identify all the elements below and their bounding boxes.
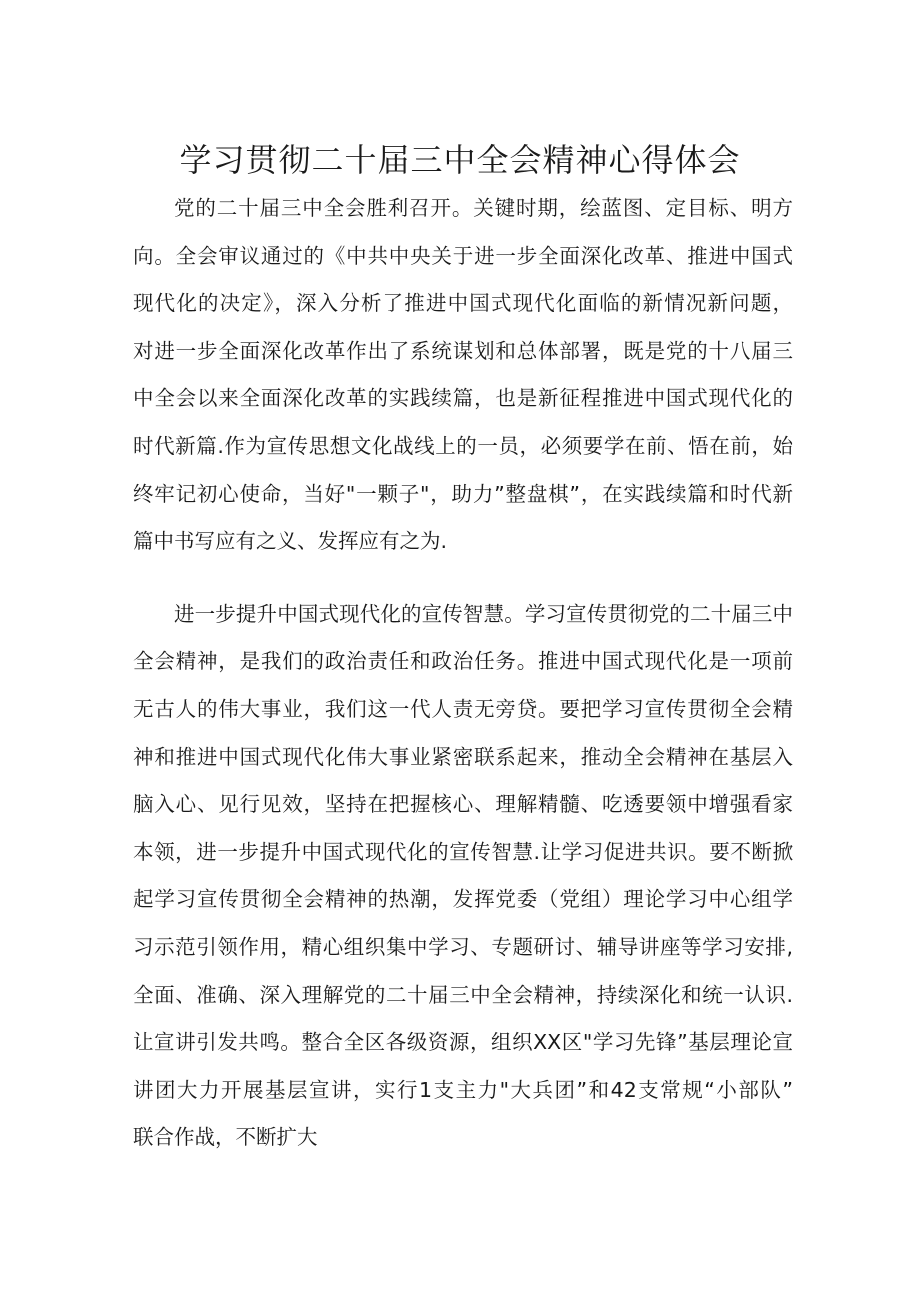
paragraph-line: 向。全会审议通过的《中共中央关于进一步全面深化改革、推进中国式 — [133, 243, 793, 268]
paragraph-line: 脑入心、见行见效，坚持在把握核心、理解精髓、吃透要领中增强看家 — [133, 792, 793, 817]
paragraph-line: 讲团大力开展基层宣讲，实行1支主力"大兵团”和42支常规“小部队” — [133, 1077, 793, 1102]
paragraph-line: 中全会以来全面深化改革的实践续篇，也是新征程推进中国式现代化的 — [133, 386, 793, 411]
paragraph-line: 习示范引领作用，精心组织集中学习、专题研讨、辅导讲座等学习安排, — [133, 934, 793, 959]
paragraph-1 — [133, 185, 793, 566]
paragraph-line: 神和推进中国式现代化伟大事业紧密联系起来，推动全会精神在基层入 — [133, 744, 793, 769]
paragraph-line: 篇中书写应有之义、发挥应有之为. — [133, 529, 448, 554]
paragraph-line: 时代新篇.作为宣传思想文化战线上的一员，必须要学在前、悟在前，始 — [133, 433, 793, 458]
paragraph-line: 党的二十届三中全会胜利召开。关键时期，绘蓝图、定目标、明方 — [174, 196, 793, 220]
paragraph-line: 进一步提升中国式现代化的宣传智慧。学习宣传贯彻党的二十届三中 — [174, 601, 793, 626]
paragraph-line: 终牢记初心使命，当好"一颗子"，助力”整盘棋”，在实践续篇和时代新 — [133, 481, 793, 506]
paragraph-line: 联合作战，不断扩大 — [133, 1125, 318, 1150]
document-title: 学习贯彻二十届三中全会精神心得体会 — [179, 141, 741, 179]
document-body — [133, 185, 793, 1162]
paragraph-line: 无古人的伟大事业，我们这一代人责无旁贷。要把学习宣传贯彻全会精 — [133, 696, 793, 721]
paragraph-line: 让宣讲引发共鸣。整合全区各级资源，组织XX区"学习先锋”基层理论宣 — [133, 1030, 793, 1055]
paragraph-line: 全会精神，是我们的政治责任和政治任务。推进中国式现代化是一项前 — [133, 649, 793, 674]
paragraph-spacer — [133, 566, 793, 591]
paragraph-line: 起学习宣传贯彻全会精神的热潮，发挥党委（党组）理论学习中心组学 — [133, 887, 793, 912]
paragraph-line: 对进一步全面深化改革作出了系统谋划和总体部署，既是党的十八届三 — [133, 338, 793, 363]
paragraph-2 — [133, 591, 793, 1162]
paragraph-line: 本领，进一步提升中国式现代化的宣传智慧.让学习促进共识。要不断掀 — [133, 839, 793, 864]
paragraph-line: 现代化的决定》，深入分析了推进中国式现代化面临的新情况新问题， — [133, 291, 793, 316]
paragraph-line: 全面、准确、深入理解党的二十届三中全会精神，持续深化和统一认识. — [133, 982, 793, 1007]
